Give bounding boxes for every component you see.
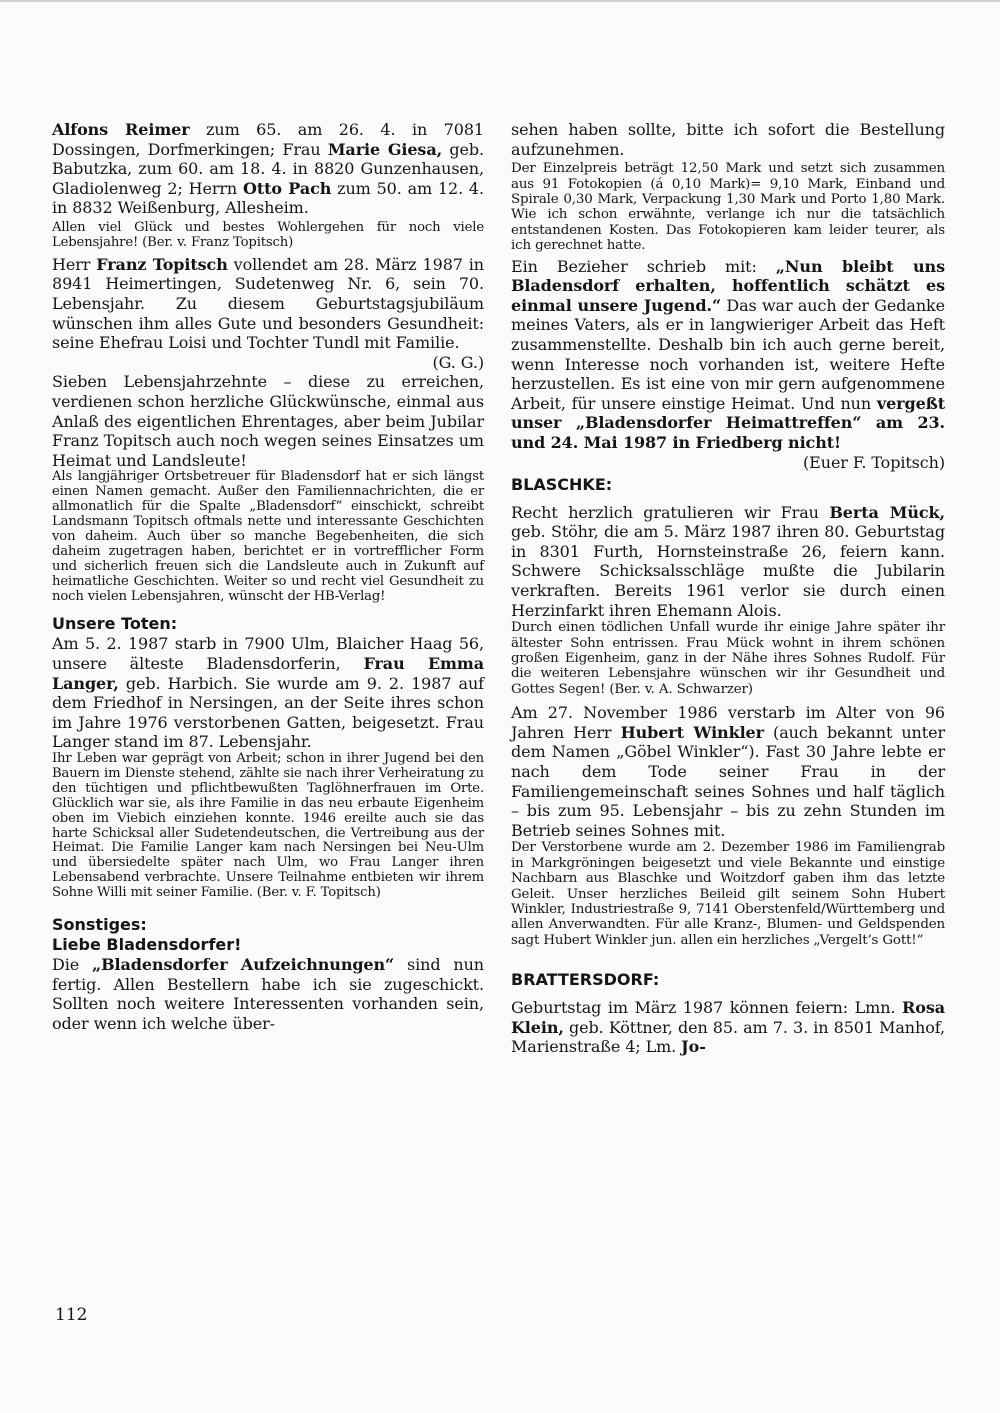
heading-sonstiges: Sonstiges: xyxy=(52,915,147,935)
name-alfons-reimer: Alfons Reimer xyxy=(52,120,190,139)
text: Das war auch der Gedanke meines Vaters, als er in langwieriger Arbeit das Heft zusammenstellte. Deshalb bin ich auch gerne bereit, wenn Interesse noch vorhanden ist, weitere Hefte herzustellen. Es ist eine von mir gern aufgenommene Arbeit, für unsere einstige Heimat. Und nun xyxy=(511,295,945,413)
name-hubert-winkler: Hubert Winkler xyxy=(620,722,764,742)
heading-unsere-toten: Unsere Toten: xyxy=(52,614,178,634)
reader-quote-paragraph xyxy=(511,256,945,472)
author-initials: (G. G.) xyxy=(432,352,484,372)
heading-brattersdorf: BRATTERSDORF: xyxy=(511,970,660,990)
aufzeichnungen-paragraph xyxy=(52,955,484,1033)
birthday-wishes: Allen viel Glück und bestes Wohlergehen für noch viele Lebensjahre! (Ber. v. Franz Topitsch) xyxy=(52,219,484,250)
scan-edge xyxy=(0,0,1000,2)
name-franz-topitsch: Franz Topitsch xyxy=(96,254,228,274)
text: Die xyxy=(52,955,92,975)
name-continuation: Jo- xyxy=(681,1037,706,1057)
text: geb. Stöhr, die am 5. März 1987 ihren 80. Geburtstag in 8301 Furth, Hornsteinstraße 26, feiern kann. Schwere Schicksalsschläge mußte die Jubilarin verkraften. Bereits 1961 verlor sie durch einen Herzinfarkt ihren Ehemann Alois. xyxy=(511,522,945,620)
text: sind nun fertig. Allen Bestellern habe ich sie zugeschickt. Sollten noch weitere Interessenten vorhanden sein, oder wenn ich welche über- xyxy=(52,955,484,1033)
text: Am 5. 2. 1987 starb in 7900 Ulm, Blaicher Haag 56, unsere älteste Bladensdorferin, xyxy=(52,634,484,674)
left-column xyxy=(52,120,484,1033)
text: zum 50. am 12. 4. in 8832 Weißenburg, Allesheim. xyxy=(52,178,485,218)
name-emma-langer: Frau Emma Langer, xyxy=(52,654,484,693)
right-column xyxy=(511,120,945,1057)
author-signature: (Euer F. Topitsch) xyxy=(803,452,945,472)
birthday-list-paragraph xyxy=(52,120,484,218)
price-details: Der Einzelpreis beträgt 12,50 Mark und setzt sich zusammen aus 91 Fotokopien (á 0,10 Mark)= 9,10 Mark, Einband und Spirale 0,30 Mark, Verpackung 1,30 Mark und Porto 1,80 Mark. Wie ich schon erwähnte, verlange ich nur die tatsächlich entstandenen Kosten. Das Fotokopieren kam leider teurer, als ich gerechnet hatte. xyxy=(511,161,945,254)
name-marie-giesa: Marie Giesa, xyxy=(327,139,443,159)
text: Recht herzlich gratulieren wir Frau xyxy=(511,502,830,522)
name-otto-pach: Otto Pach xyxy=(242,178,332,198)
text: geb. Babutzka, zum 60. am 18. 4. in 8820 Gunzenhausen, Gladiolenweg 2; Herrn xyxy=(52,139,484,198)
text: Herr xyxy=(52,254,97,274)
text: geb. Köttner, den 85. am 7. 3. in 8501 Manhof, Marienstraße 4; Lm. xyxy=(511,1017,945,1057)
mueck-birthday-small: Durch einen tödlichen Unfall wurde ihr einige Jahre später ihr ältester Sohn entrissen. Frau Mück wohnt in ihrem schönen großen Eigenheim, ganz in der Nähe ihres Sohnes Rudolf. Für die weiteren Lebensjahre wünschen wir ihr Gesundheit und Gottes Segen! (Ber. v. A. Schwarzer) xyxy=(511,620,945,697)
text: Am 27. November 1986 verstarb im Alter von 96 Jahren Herr xyxy=(511,703,945,742)
text: Ein Bezieher schrieb mit: xyxy=(511,256,776,276)
heading-liebe-bladensdorfer: Liebe Bladensdorfer! xyxy=(52,935,242,955)
winkler-obituary xyxy=(511,703,945,840)
langer-obituary-small: Ihr Leben war geprägt von Arbeit; schon in ihrer Jugend bei den Bauern im Dienste stehend, zählte sie nach ihrer Verheiratung zu den tüchtigen und pflichtbewußten Taglöhnerfrauen im Orte. Glücklich war sie, als ihre Familie in das neu erbaute Eigenheim oben im Viebich einziehen konnte. 1946 ereilte auch sie das harte Schicksal aller Sudetendeutschen, die Vertreibung aus der Heimat. Die Familie Langer kam nach Nersingen bei Neu-Ulm und übersiedelte später nach Ulm, wo Frau Langer ihren Lebensabend verbrachte. Unsere Teilnahme entbieten wir ihrem Sohne Willi mit seiner Familie. (Ber. v. F. Topitsch) xyxy=(52,751,484,901)
title-bladensdorfer-aufzeichnungen: „Bladensdorfer Aufzeichnungen“ xyxy=(91,955,395,975)
text: (auch bekannt unter dem Namen „Göbel Winkler“). Fast 30 Jahre lebte er nach dem Tode seiner Frau in der Familiengemeinschaft seines Sohnes und half täglich – bis zum 95. Lebensjahr – bis zu zehn Stunden im Betrieb seines Sohnes mit. xyxy=(511,722,946,840)
name-rosa-klein: Rosa Klein, xyxy=(511,998,945,1037)
name-berta-mueck: Berta Mück, xyxy=(829,502,945,522)
brattersdorf-birthdays xyxy=(511,998,945,1057)
mueck-birthday xyxy=(511,503,945,621)
text: zum 65. am 26. 4. in 7081 Dossingen, Dorfmerkingen; Frau xyxy=(52,120,484,159)
text: geb. Harbich. Sie wurde am 9. 2. 1987 auf dem Friedhof in Nersingen, an der Seite ihres schon im Jahre 1976 verstorbenen Gatten, beigesetzt. Frau Langer stand im 87. Lebensjahr. xyxy=(52,673,484,752)
heading-blaschke: BLASCHKE: xyxy=(511,474,613,494)
reader-quote: „Nun bleibt uns Bladensdorf erhalten, hoffentlich schätzt es einmal unsere Jugend.“ xyxy=(511,256,945,315)
winkler-obituary-small: Der Verstorbene wurde am 2. Dezember 1986 im Familiengrab in Markgröningen beigesetzt und viele Bekannte und einstige Nachbarn aus Blaschke und Woitzdorf gaben ihm das letzte Geleit. Unser herzliches Beileid gilt seinem Sohn Hubert Winkler, Industriestraße 9, 7141 Oberstenfeld/Württemberg und allen Anverwandten. Für alle Kranz-, Blumen- und Geldspenden sagt Hubert Winkler jun. allen ein herzliches „Vergelt’s Gott!“ xyxy=(511,840,945,948)
text: Geburtstag im März 1987 können feiern: Lmn. xyxy=(511,998,903,1018)
order-continuation: sehen haben sollte, bitte ich sofort die Bestellung aufzunehmen. xyxy=(511,120,945,159)
meeting-reminder: vergeßt unser „Bladensdorfer Heimattreffen“ am 23. und 24. Mai 1987 in Friedberg nicht! xyxy=(511,393,945,452)
langer-obituary xyxy=(52,634,484,752)
text: vollendet am 28. März 1987 in 8941 Heimertingen, Sudetenweg Nr. 6, sein 70. Lebensjahr. Zu diesem Geburtstagsjubiläum wünschen ihm alles Gute und besonders Gesundheit: seine Ehefrau Loisi und Tochter Tundl mit Familie. xyxy=(52,254,484,353)
topitsch-tribute: Sieben Lebensjahrzehnte – diese zu erreichen, verdienen schon herzliche Glückwünsche, einmal aus Anlaß des eigentlichen Ehrentages, aber beim Jubilar Franz Topitsch auch noch wegen seines Einsatzes um Heimat und Landsleute! xyxy=(52,372,484,470)
page-number: 112 xyxy=(55,1305,88,1325)
topitsch-paragraph xyxy=(52,254,484,372)
topitsch-tribute-small: Als langjähriger Ortsbetreuer für Bladensdorf hat er sich längst einen Namen gemacht. Außer den Familiennachrichten, die er allmonatlich für die Spalte „Bladensdorf“ einschickt, schreibt Landsmann Topitsch oftmals nette und interessante Geschichten von daheim. Auch über so manche Begebenheiten, die sich daheim zugetragen haben, berichtet er in vortrefflicher Form und sicherlich freuen sich die Landsleute auch in Zukunft auf heimatliche Geschichten. Weiter so und recht viel Gesundheit zu noch vielen Lebensjahren, wünscht der HB-Verlag! xyxy=(52,469,484,604)
